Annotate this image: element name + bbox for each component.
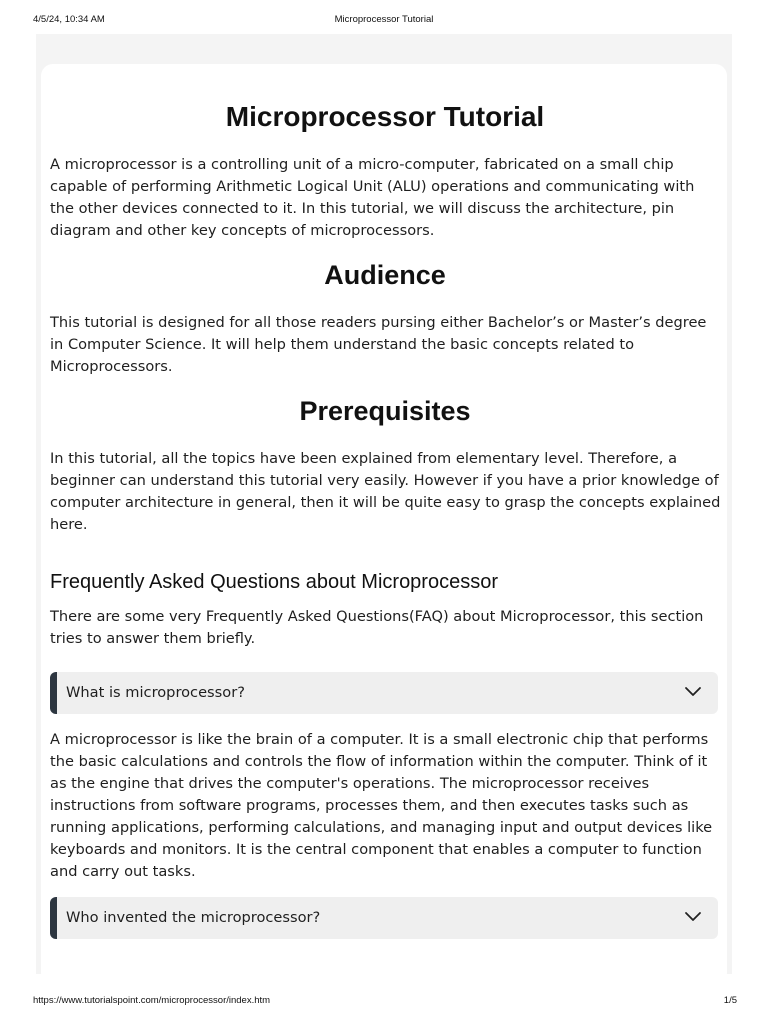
prerequisites-paragraph: In this tutorial, all the topics have been explained from elementary level. Therefore, a beginner can understand this tutorial very easily. However if you have a prior knowledge of computer architecture in general, then it will be quite easy to grasp the concepts explained here. bbox=[50, 450, 721, 533]
faq-question: What is microprocessor? bbox=[66, 684, 245, 701]
chevron-down-icon[interactable] bbox=[684, 910, 702, 924]
print-page-number: 1/5 bbox=[723, 995, 737, 1006]
faq-heading: Frequently Asked Questions about Microprocessor bbox=[50, 571, 498, 593]
audience-heading: Audience bbox=[324, 260, 446, 290]
chevron-down-icon[interactable] bbox=[684, 685, 702, 699]
faq-intro: There are some very Frequently Asked Questions(FAQ) about Microprocessor, this section tries to answer them briefly. bbox=[50, 608, 704, 647]
faq-item-what-is-microprocessor[interactable] bbox=[50, 672, 718, 714]
faq-item-who-invented[interactable] bbox=[50, 897, 718, 939]
print-header bbox=[0, 14, 768, 34]
faq-answer: A microprocessor is like the brain of a computer. It is a small electronic chip that performs the basic calculations and controls the flow of information within the computer. Think of it as the engine that drives the computer's operations. The microprocessor receives instructions from software programs, processes them, and then executes tasks such as running applications, performing calculations, and managing input and output devices like keyboards and monitors. It is the central component that enables a computer to function and carry out tasks. bbox=[50, 731, 713, 880]
audience-paragraph: This tutorial is designed for all those readers pursing either Bachelor’s or Master’s degree in Computer Science. It will help them understand the basic concepts related to Microprocessors. bbox=[50, 314, 707, 375]
print-footer bbox=[0, 995, 768, 1015]
article-card bbox=[41, 64, 727, 984]
intro-paragraph: A microprocessor is a controlling unit of a micro-computer, fabricated on a small chip capable of performing Arithmetic Logical Unit (ALU) operations and communicating with the other devices connected to it. In this tutorial, we will discuss the architecture, pin diagram and other key concepts of microprocessors. bbox=[50, 156, 695, 239]
print-url: https://www.tutorialspoint.com/microprocessor/index.htm bbox=[33, 995, 271, 1006]
print-datetime: 4/5/24, 10:34 AM bbox=[33, 14, 105, 25]
page-title: Microprocessor Tutorial bbox=[225, 101, 545, 132]
prerequisites-heading: Prerequisites bbox=[299, 396, 471, 426]
print-title: Microprocessor Tutorial bbox=[334, 14, 434, 25]
faq-question: Who invented the microprocessor? bbox=[66, 909, 321, 926]
